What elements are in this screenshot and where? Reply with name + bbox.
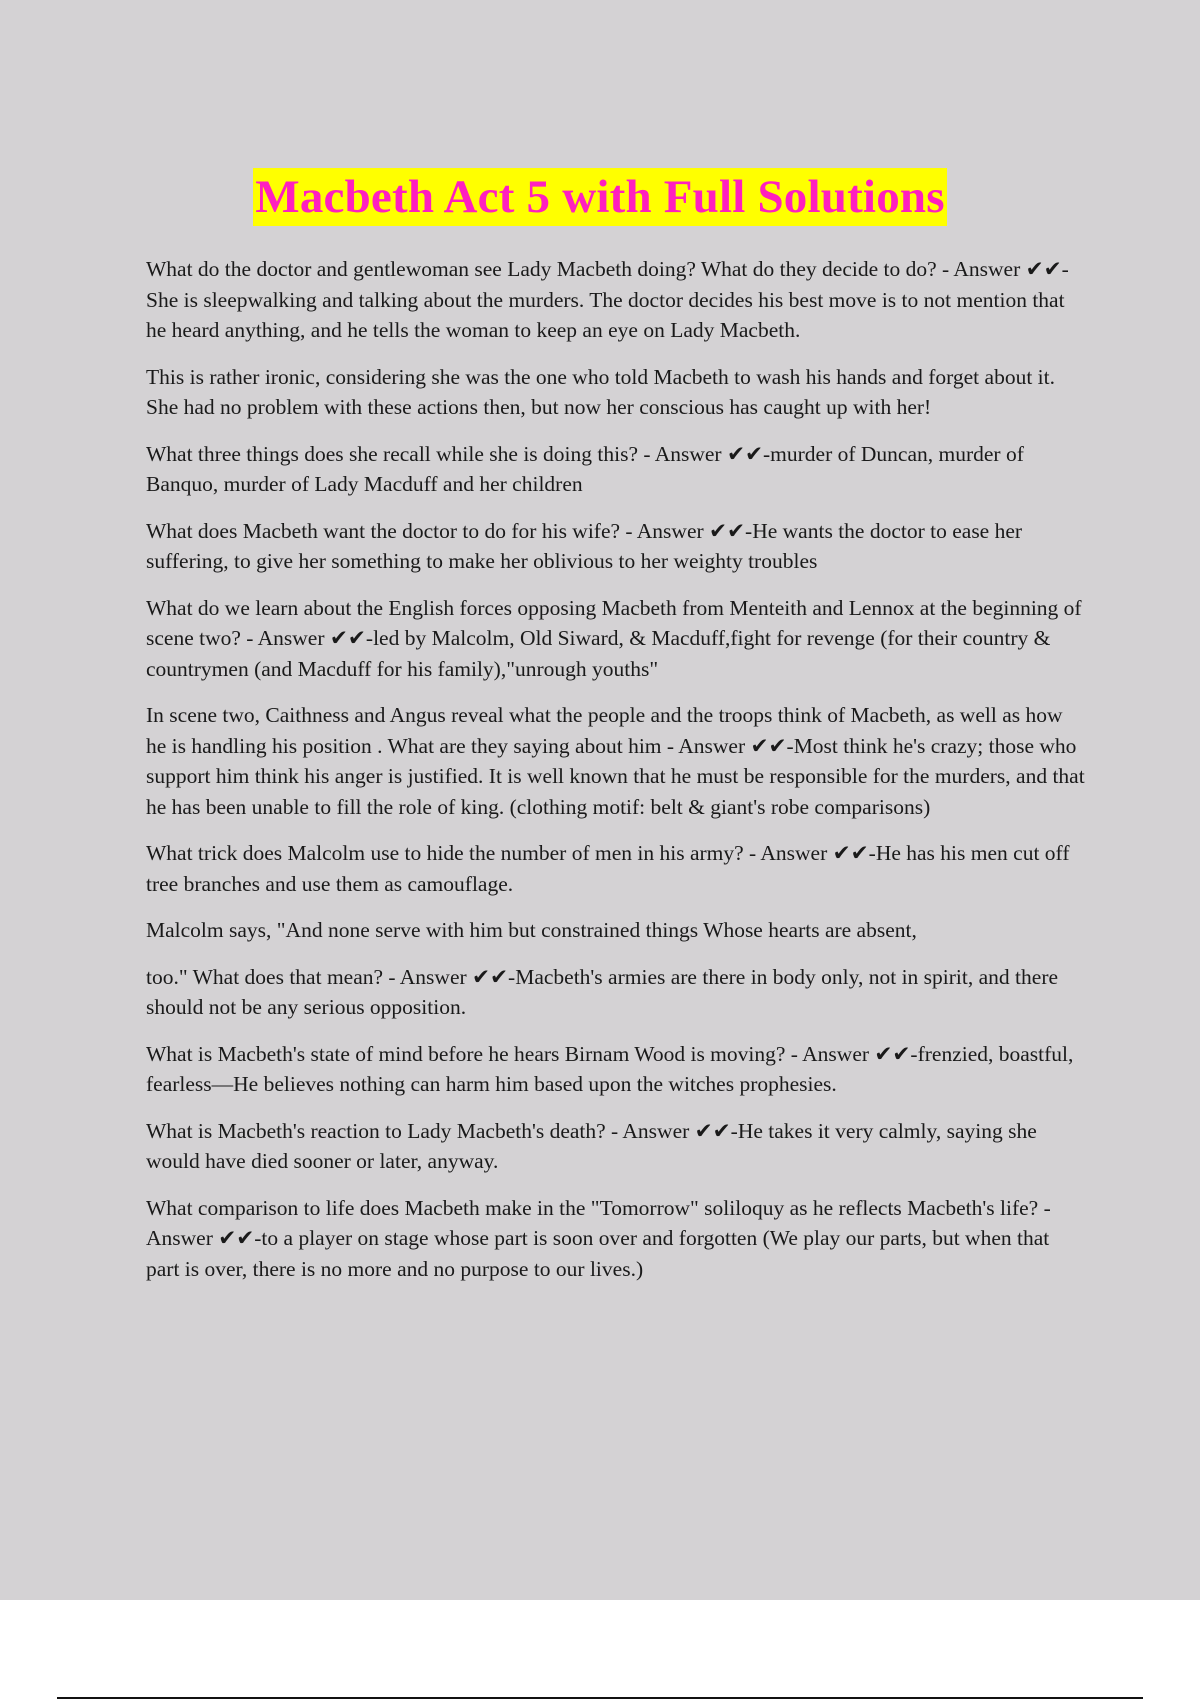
qa-paragraph-2: This is rather ironic, considering she was the one who told Macbeth to wash his hands and forget about it. She had no problem with these actions then, but now her conscious has caught up with her! <box>146 364 1055 419</box>
qa-paragraph-7: What trick does Malcolm use to hide the number of men in his army? - Answer ✔✔-He has his men cut off tree branches and use them as camouflage. <box>146 841 1070 896</box>
qa-paragraph-9: too." What does that mean? - Answer ✔✔-Macbeth's armies are there in body only, not in spirit, and there should not be any serious opposition. <box>146 964 1059 1019</box>
qa-paragraph-3: What three things does she recall while she is doing this? - Answer ✔✔-murder of Duncan, murder of Banquo, murder of Lady Macduff and her children <box>146 441 1024 496</box>
footer-divider <box>57 1697 1143 1699</box>
qa-paragraph-4: What does Macbeth want the doctor to do for his wife? - Answer ✔✔-He wants the doctor to ease her suffering, to give her something to make her oblivious to her weighty troubles <box>146 518 1023 573</box>
title-container <box>0 168 1200 226</box>
qa-paragraph-12: What comparison to life does Macbeth make in the "Tomorrow" soliloquy as he reflects Macbeth's life? - Answer ✔✔-to a player on stage whose part is soon over and forgotten (We play our parts, but when that part is over, there is no more and no purpose to our lives.) <box>146 1195 1051 1281</box>
qa-paragraph-11: What is Macbeth's reaction to Lady Macbeth's death? - Answer ✔✔-He takes it very calmly, saying she would have died sooner or later, anyway. <box>146 1118 1037 1173</box>
qa-paragraph-1: What do the doctor and gentlewoman see Lady Macbeth doing? What do they decide to do? - Answer ✔✔-She is sleepwalking and talking about the murders. The doctor decides his best move is to not mention that he heard anything, and he tells the woman to keep an eye on Lady Macbeth. <box>146 257 1069 342</box>
document-body <box>146 254 1086 1300</box>
document-title: Macbeth Act 5 with Full Solutions <box>253 168 946 226</box>
qa-paragraph-6: In scene two, Caithness and Angus reveal what the people and the troops think of Macbeth, as well as how he is handling his position . What are they saying about him - Answer ✔✔-Most think he's crazy; those who support him think his anger is justified. It is well known that he must be responsible for the murders, and that he has been unable to fill the role of king. (clothing motif: belt & giant's robe comparisons) <box>146 703 1085 819</box>
qa-paragraph-5: What do we learn about the English forces opposing Macbeth from Menteith and Lennox at the beginning of scene two? - Answer ✔✔-led by Malcolm, Old Siward, & Macduff,fight for revenge (for their country & countrymen (and Macduff for his family),"unrough youths" <box>146 595 1082 681</box>
qa-paragraph-10: What is Macbeth's state of mind before he hears Birnam Wood is moving? - Answer ✔✔-frenzied, boastful, fearless—He believes nothing can harm him based upon the witches prophesies. <box>146 1041 1074 1096</box>
qa-paragraph-8: Malcolm says, "And none serve with him but constrained things Whose hearts are absent, <box>146 918 917 942</box>
